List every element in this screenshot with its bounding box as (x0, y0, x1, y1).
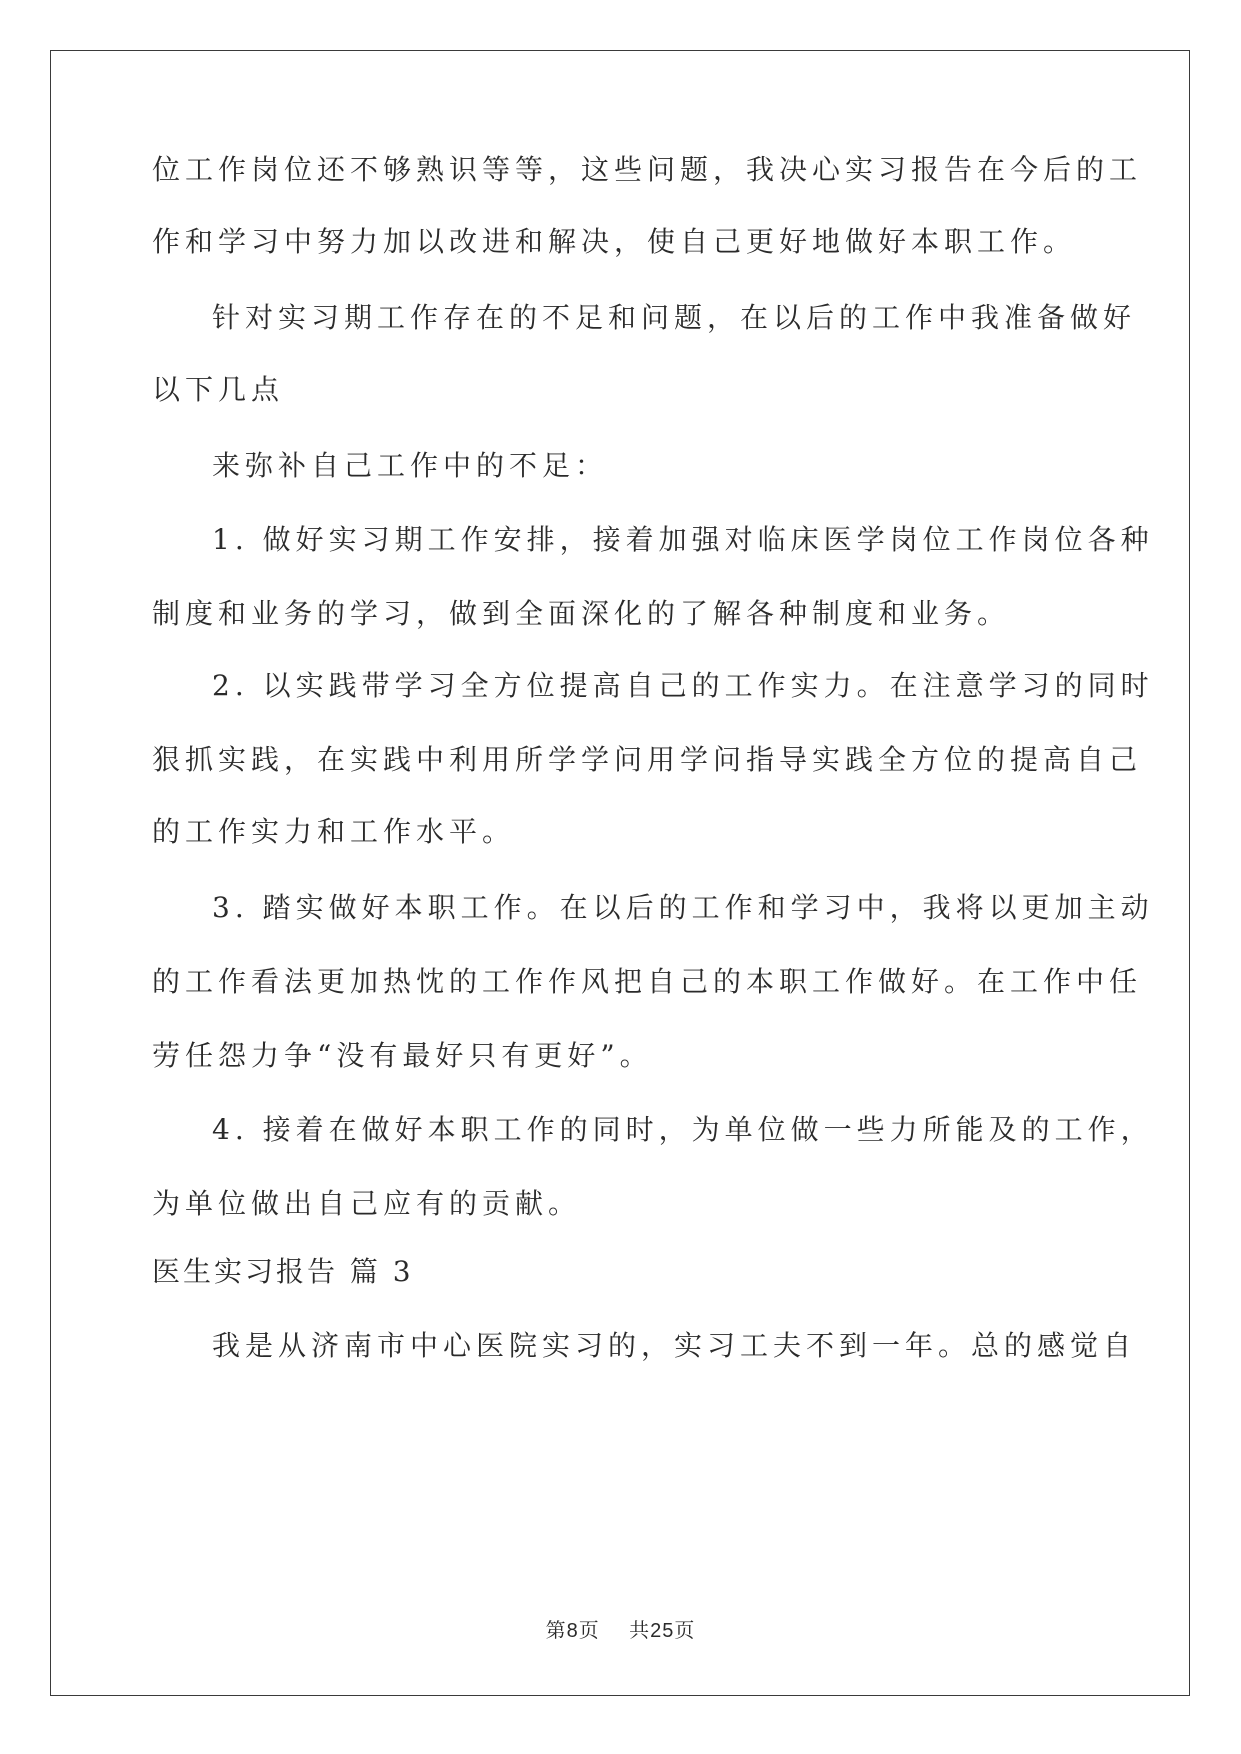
total-pages: 25 (650, 1620, 675, 1642)
paragraph-line: 来弥补自己工作中的不足： (212, 449, 609, 482)
list-item-line: 3. 踏实做好本职工作。在以后的工作和学习中，我将以更加主动 (212, 891, 1154, 924)
list-item-line: 2. 以实践带学习全方位提高自己的工作实力。在注意学习的同时 (212, 669, 1154, 702)
paragraph-line: 以下几点 (152, 373, 285, 406)
list-item-line: 的工作实力和工作水平。 (152, 815, 516, 848)
paragraph-line: 我是从济南市中心医院实习的，实习工夫不到一年。总的感觉自 (212, 1329, 1137, 1362)
section-heading: 医生实习报告 篇 3 (152, 1255, 414, 1288)
paragraph-line: 位工作岗位还不够熟识等等，这些问题，我决心实习报告在今后的工 (152, 153, 1143, 186)
paragraph-line: 针对实习期工作存在的不足和问题，在以后的工作中我准备做好 (212, 301, 1137, 334)
page-suffix: 页 (578, 1618, 600, 1642)
page-number: 8 (566, 1620, 579, 1642)
list-item-line: 的工作看法更加热忱的工作作风把自己的本职工作做好。在工作中任 (152, 965, 1143, 998)
total-suffix: 页 (674, 1618, 696, 1642)
page-prefix: 第 (545, 1618, 567, 1642)
list-item-line: 1. 做好实习期工作安排，接着加强对临床医学岗位工作岗位各种 (212, 523, 1154, 556)
list-item-line: 狠抓实践，在实践中利用所学学问用学问指导实践全方位的提高自己 (152, 743, 1143, 776)
list-item-line: 4. 接着在做好本职工作的同时，为单位做一些力所能及的工作， (212, 1113, 1154, 1146)
list-item-line: 制度和业务的学习，做到全面深化的了解各种制度和业务。 (152, 597, 1011, 630)
total-prefix: 共 (629, 1618, 651, 1642)
paragraph-line: 作和学习中努力加以改进和解决，使自己更好地做好本职工作。 (152, 225, 1077, 258)
page-border (50, 50, 1190, 1696)
list-item-line: 劳任怨力争“没有最好只有更好”。 (152, 1039, 653, 1072)
list-item-line: 为单位做出自己应有的贡献。 (152, 1187, 582, 1220)
page-footer (0, 1618, 1241, 1643)
